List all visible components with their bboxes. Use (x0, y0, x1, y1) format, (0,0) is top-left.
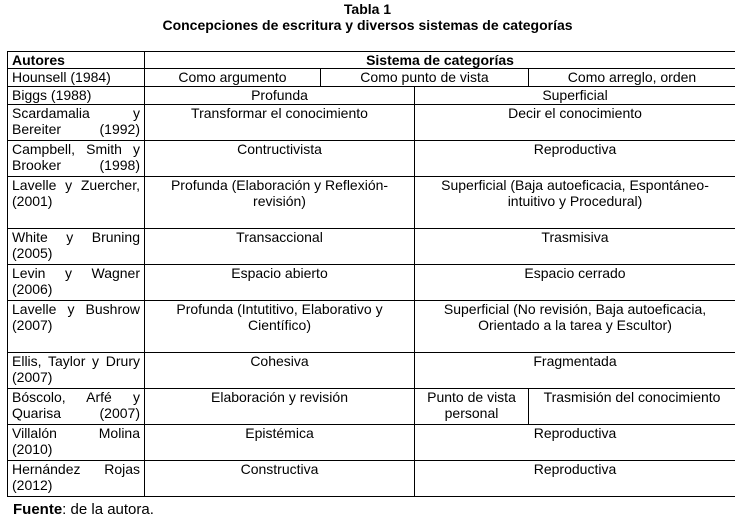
category-cell: Espacio abierto (145, 265, 415, 301)
category-cell: Espacio cerrado (415, 265, 735, 301)
category-cell: Superficial (No revisión, Baja autoeficacia, Orientado a la tarea y Escultor) (415, 301, 735, 353)
author-cell: Lavelle y Zuercher, (2001) (8, 177, 145, 229)
category-cell: Transaccional (145, 229, 415, 265)
author-cell: Bóscolo, Arfé y Quarisa (2007) (8, 389, 145, 425)
author-cell: Campbell, Smith y Brooker (1998) (8, 141, 145, 177)
author-cell: Hernández Rojas (2012) (8, 461, 145, 497)
category-cell: Profunda (Elaboración y Reflexión-revisión) (145, 177, 415, 229)
table-row (8, 425, 735, 461)
table-row (8, 177, 735, 229)
category-cell: Como arreglo, orden (529, 69, 735, 87)
category-cell: Trasmisiva (415, 229, 735, 265)
author-cell: Biggs (1988) (8, 87, 145, 105)
header-sistema: Sistema de categorías (145, 52, 735, 69)
category-cell: Constructiva (145, 461, 415, 497)
table-title: Concepciones de escritura y diversos sistemas de categorías (162, 17, 573, 33)
table-row (8, 105, 735, 141)
category-cell: Trasmisión del conocimiento (529, 389, 735, 425)
author-cell: Ellis, Taylor y Drury (2007) (8, 353, 145, 389)
table-row (8, 301, 735, 353)
category-cell: Como argumento (145, 69, 321, 87)
category-cell: Cohesiva (145, 353, 415, 389)
table-row (8, 461, 735, 497)
author-cell: Lavelle y Bushrow (2007) (8, 301, 145, 353)
source-text: : de la autora. (62, 501, 154, 518)
author-cell: White y Bruning (2005) (8, 229, 145, 265)
category-cell: Reproductiva (415, 425, 735, 461)
category-cell: Como punto de vista (321, 69, 529, 87)
table-row (8, 229, 735, 265)
table-row (8, 353, 735, 389)
table-row (8, 265, 735, 301)
category-cell: Decir el conocimiento (415, 105, 735, 141)
table-row (8, 141, 735, 177)
source-label: Fuente (13, 501, 63, 518)
category-cell: Superficial (415, 87, 735, 105)
header-autores: Autores (8, 52, 145, 69)
table-row (8, 69, 735, 87)
category-cell: Fragmentada (415, 353, 735, 389)
table-row (8, 389, 735, 425)
category-cell: Elaboración y revisión (145, 389, 415, 425)
category-cell: Superficial (Baja autoeficacia, Espontáneo-intuitivo y Procedural) (415, 177, 735, 229)
category-cell: Profunda (145, 87, 415, 105)
category-cell: Reproductiva (415, 461, 735, 497)
author-cell: Levin y Wagner (2006) (8, 265, 145, 301)
table-number: Tabla 1 (343, 1, 392, 17)
author-cell: Villalón Molina (2010) (8, 425, 145, 461)
author-cell: Scardamalia y Bereiter (1992) (8, 105, 145, 141)
category-cell: Profunda (Intutitivo, Elaborativo y Científico) (145, 301, 415, 353)
category-cell: Reproductiva (415, 141, 735, 177)
category-cell: Contructivista (145, 141, 415, 177)
source-note (13, 501, 154, 518)
category-cell: Transformar el conocimiento (145, 105, 415, 141)
author-cell: Hounsell (1984) (8, 69, 145, 87)
category-cell: Punto de vista personal (415, 389, 529, 425)
table-row (8, 87, 735, 105)
categories-table (7, 51, 735, 497)
category-cell: Epistémica (145, 425, 415, 461)
